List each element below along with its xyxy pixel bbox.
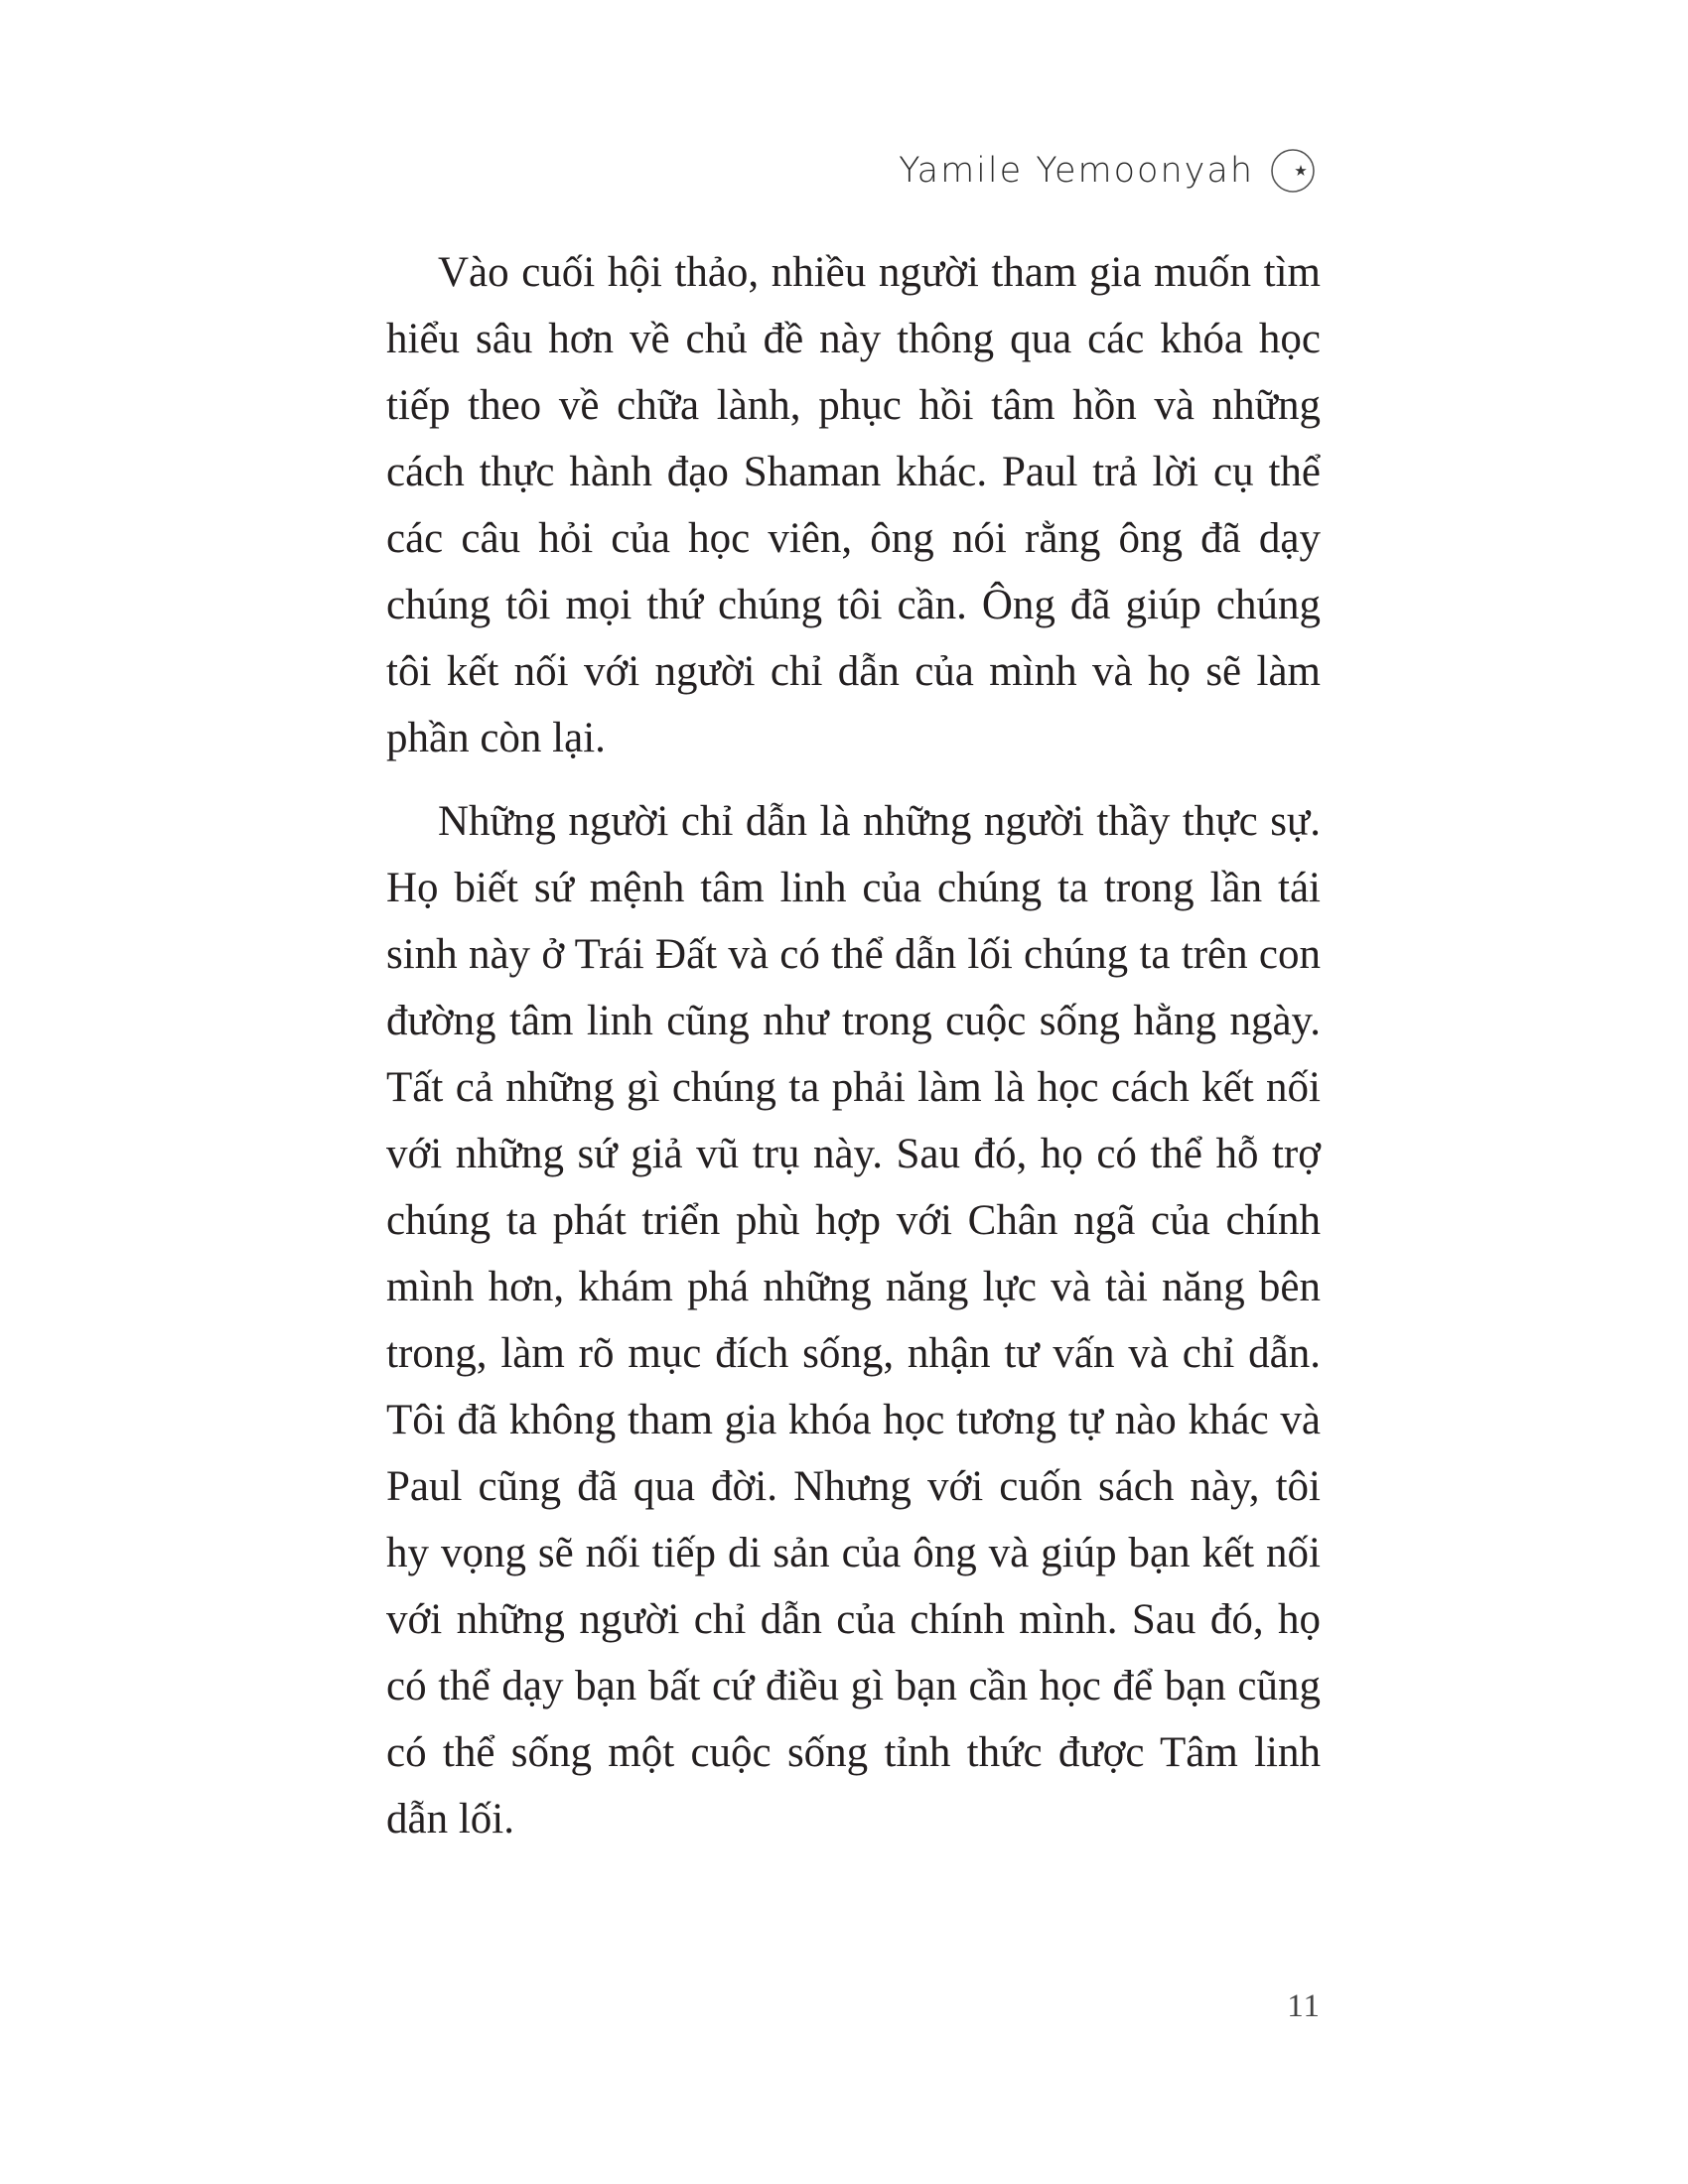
page-number: 11 (1287, 1988, 1321, 2024)
body-text (386, 239, 1321, 1852)
author-name: Yamile Yemoonyah (899, 151, 1254, 191)
crescent-moon-star-icon (1270, 148, 1316, 194)
paragraph: Những người chỉ dẫn là những người thầy thực sự. Họ biết sứ mệnh tâm linh của chúng ta trong lần tái sinh này ở Trái Đất và có thể dẫn lối chúng ta trên con đường tâm linh cũng như trong cuộc sống hằng ngày. Tất cả những gì chúng ta phải làm là học cách kết nối với những sứ giả vũ trụ này. Sau đó, họ có thể hỗ trợ chúng ta phát triển phù hợp với Chân ngã của chính mình hơn, khám phá những năng lực và tài năng bên trong, làm rõ mục đích sống, nhận tư vấn và chỉ dẫn. Tôi đã không tham gia khóa học tương tự nào khác và Paul cũng đã qua đời. Nhưng với cuốn sách này, tôi hy vọng sẽ nối tiếp di sản của ông và giúp bạn kết nối với những người chỉ dẫn của chính mình. Sau đó, họ có thể dạy bạn bất cứ điều gì bạn cần học để bạn cũng có thể sống một cuộc sống tỉnh thức được Tâm linh dẫn lối. (386, 798, 1321, 1843)
paragraph: Vào cuối hội thảo, nhiều người tham gia muốn tìm hiểu sâu hơn về chủ đề này thông qua các khóa học tiếp theo về chữa lành, phục hồi tâm hồn và những cách thực hành đạo Shaman khác. Paul trả lời cụ thể các câu hỏi của học viên, ông nói rằng ông đã dạy chúng tôi mọi thứ chúng tôi cần. Ông đã giúp chúng tôi kết nối với người chỉ dẫn của mình và họ sẽ làm phần còn lại. (386, 249, 1321, 761)
running-header (899, 141, 1316, 201)
